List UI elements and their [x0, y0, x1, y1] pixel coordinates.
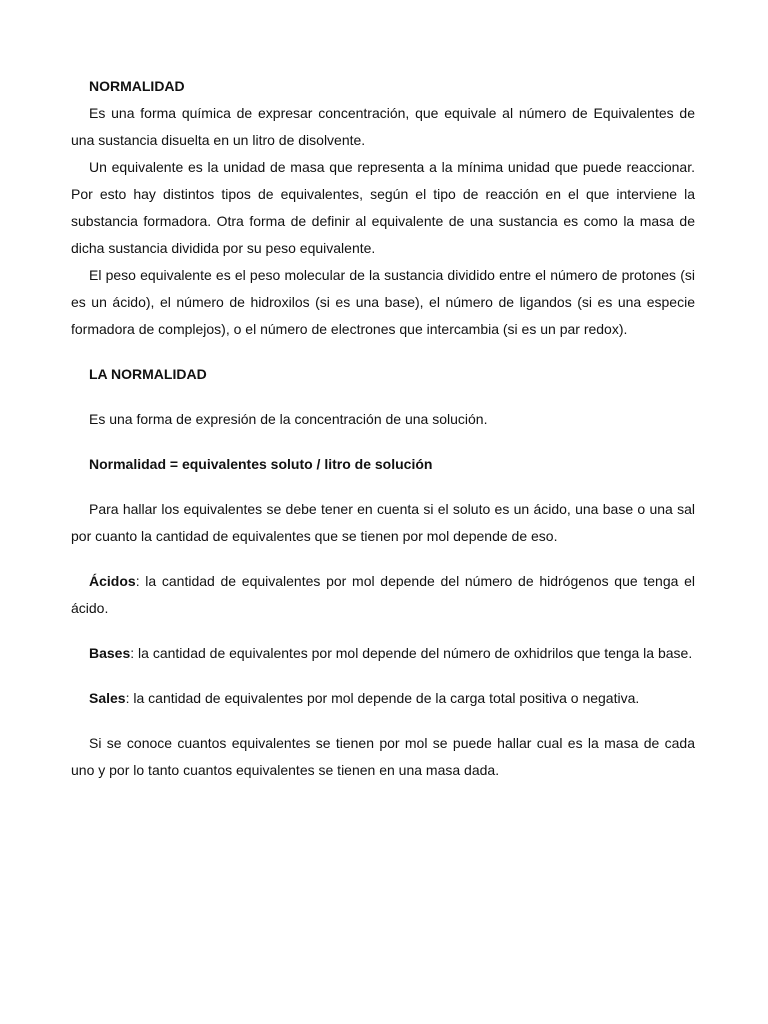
section-heading-la-normalidad: LA NORMALIDAD — [89, 366, 207, 382]
paragraph-expresion: Es una forma de expresión de la concentración de una solución. — [89, 411, 488, 427]
term-sales: Sales — [89, 690, 126, 706]
list-item-bases — [71, 640, 695, 667]
paragraph-equivalente: Un equivalente es la unidad de masa que representa a la mínima unidad que puede reaccionar. Por esto hay distintos tipos de equivalentes, según el tipo de reacción en el que interviene la substancia formadora. Otra forma de definir al equivalente de una sustancia es como la masa de dicha sustancia dividida por su peso equivalente. — [71, 159, 695, 256]
paragraph-closing: Si se conoce cuantos equivalentes se tienen por mol se puede hallar cual es la masa de cada uno y por lo tanto cuantos equivalentes se tienen en una masa dada. — [71, 735, 695, 778]
section-heading-normalidad: NORMALIDAD — [89, 78, 185, 94]
paragraph-definition: Es una forma química de expresar concentración, que equivale al número de Equivalentes de una sustancia disuelta en un litro de disolvente. — [71, 105, 695, 148]
list-item-acidos — [71, 568, 695, 622]
term-acidos: Ácidos — [89, 573, 136, 589]
text-acidos: : la cantidad de equivalentes por mol depende del número de hidrógenos que tenga el ácido. — [71, 573, 695, 616]
formula-line: Normalidad = equivalentes soluto / litro de solución — [89, 456, 433, 472]
list-item-sales — [71, 685, 695, 712]
document-page — [71, 73, 695, 784]
text-sales: : la cantidad de equivalentes por mol depende de la carga total positiva o negativa. — [125, 690, 640, 706]
term-bases: Bases — [89, 645, 131, 661]
paragraph-peso-equivalente: El peso equivalente es el peso molecular de la sustancia dividido entre el número de protones (si es un ácido), el número de hidroxilos (si es una base), el número de ligandos (si es una especie formadora de complejos), o el número de electrones que intercambia (si es un par redox). — [71, 267, 695, 337]
paragraph-hallar-equivalentes: Para hallar los equivalentes se debe tener en cuenta si el soluto es un ácido, una base o una sal por cuanto la cantidad de equivalentes que se tienen por mol depende de eso. — [71, 501, 695, 544]
text-bases: : la cantidad de equivalentes por mol depende del número de oxhidrilos que tenga la base. — [130, 645, 693, 661]
